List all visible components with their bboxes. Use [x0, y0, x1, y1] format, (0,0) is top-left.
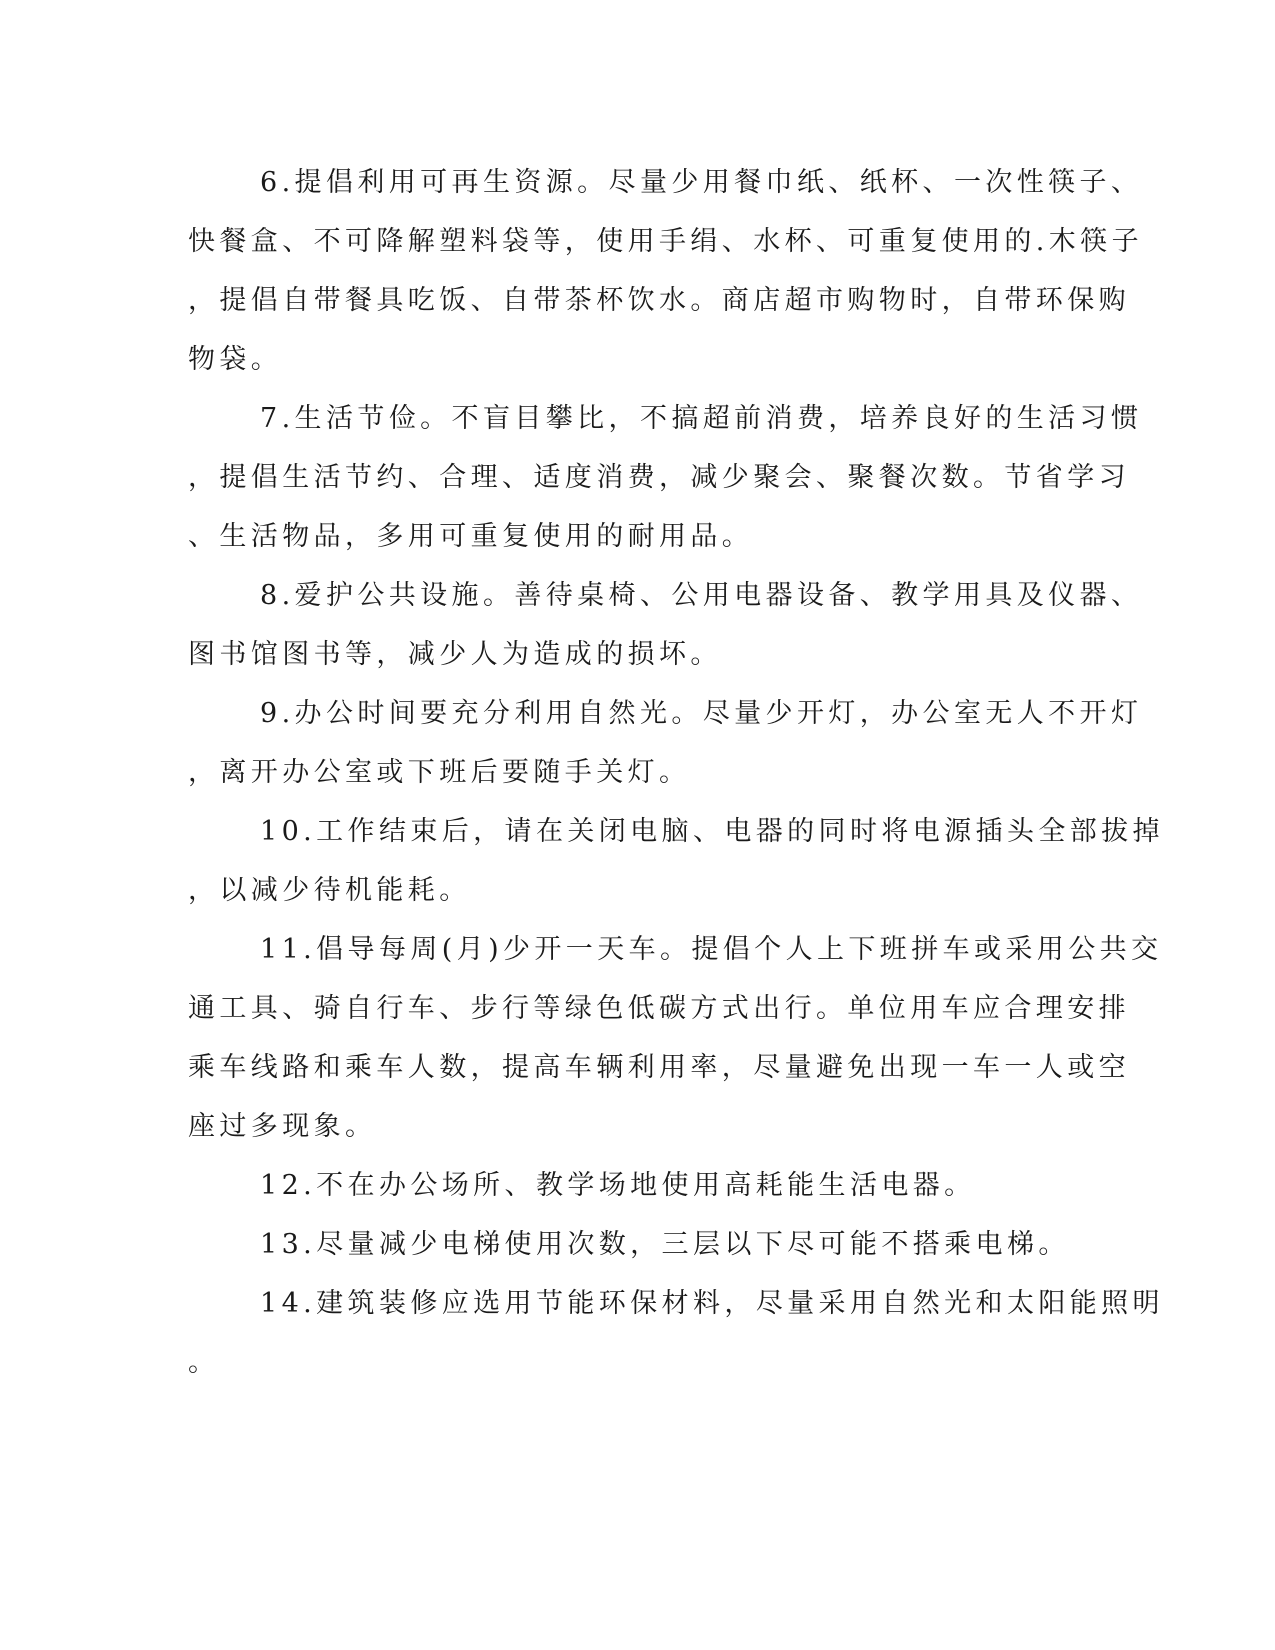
item-11-line-4: 座过多现象。 — [188, 1111, 377, 1142]
item-9-line-2: ，离开办公室或下班后要随手关灯。 — [188, 757, 691, 788]
item-11-line-3: 乘车线路和乘车人数，提高车辆利用率，尽量避免出现一车一人或空 — [188, 1052, 1130, 1083]
item-6-line-2: 快餐盒、不可降解塑料袋等，使用手绢、水杯、可重复使用的.木筷子 — [188, 226, 1143, 257]
item-10-line-1: 10.工作结束后，请在关闭电脑、电器的同时将电源插头全部拔掉 — [260, 816, 1164, 847]
item-6-line-3: ，提倡自带餐具吃饭、自带茶杯饮水。商店超市购物时，自带环保购 — [188, 285, 1130, 316]
item-7-line-1: 7.生活节俭。不盲目攀比，不搞超前消费，培养良好的生活习惯 — [260, 403, 1143, 434]
item-9-line-1: 9.办公时间要充分利用自然光。尽量少开灯，办公室无人不开灯 — [260, 698, 1143, 729]
item-14-line-2: 。 — [188, 1347, 220, 1378]
item-12-line-1: 12.不在办公场所、教学场地使用高耗能生活电器。 — [260, 1170, 976, 1201]
item-8-line-2: 图书馆图书等，减少人为造成的损坏。 — [188, 639, 722, 670]
item-7-line-2: ，提倡生活节约、合理、适度消费，减少聚会、聚餐次数。节省学习 — [188, 462, 1130, 493]
item-8-line-1: 8.爱护公共设施。善待桌椅、公用电器设备、教学用具及仪器、 — [260, 580, 1143, 611]
item-6-line-1: 6.提倡利用可再生资源。尽量少用餐巾纸、纸杯、一次性筷子、 — [260, 167, 1143, 198]
item-10-line-2: ，以减少待机能耗。 — [188, 875, 471, 906]
item-13-line-1: 13.尽量减少电梯使用次数，三层以下尽可能不搭乘电梯。 — [260, 1229, 1070, 1260]
item-11-line-1: 11.倡导每周(月)少开一天车。提倡个人上下班拼车或采用公共交 — [260, 934, 1163, 965]
item-7-line-3: 、生活物品，多用可重复使用的耐用品。 — [188, 521, 754, 552]
item-6-line-4: 物袋。 — [188, 344, 283, 375]
item-14-line-1: 14.建筑装修应选用节能环保材料，尽量采用自然光和太阳能照明 — [260, 1288, 1164, 1319]
item-11-line-2: 通工具、骑自行车、步行等绿色低碳方式出行。单位用车应合理安排 — [188, 993, 1130, 1024]
